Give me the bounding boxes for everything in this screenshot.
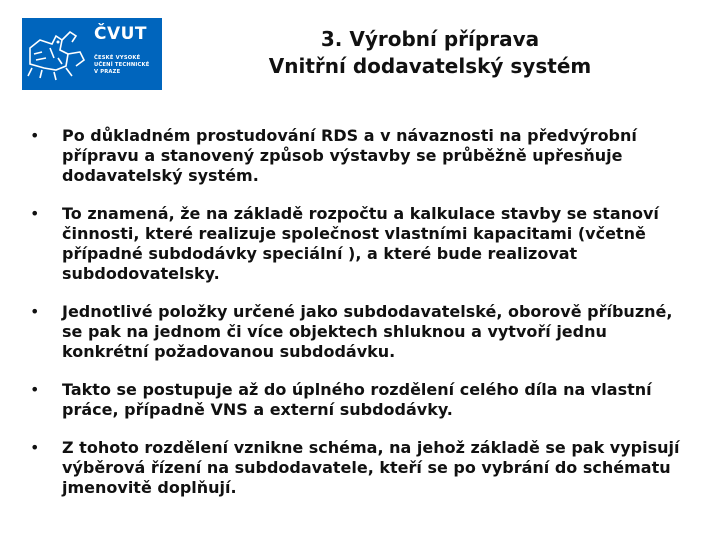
logo-subtitle-line: ČESKÉ VYSOKÉ [94,55,141,61]
bullet-text: To znamená, že na základě rozpočtu a kalkulace stavby se stanoví činnosti, které realizuje společnost vlastními kapacitami (včetně případné subdodávky speciální ), a které bude realizovat subdodovatelsky. [62,204,659,283]
bullet-marker: • [30,126,40,145]
bullet-list [30,126,698,516]
bullet-marker: • [30,380,40,399]
slide-title-line-2: Vnitřní dodavatelský systém [268,54,592,78]
bullet-item [30,126,698,186]
bullet-text: Takto se postupuje až do úplného rozdělení celého díla na vlastní práce, případně VNS a externí subdodávky. [62,380,652,419]
logo-subtitle [94,55,150,76]
bullet-text: Po důkladném prostudování RDS a v návaznosti na předvýrobní přípravu a stanovený způsob výstavby se průběžně upřesňuje dodavatelský systém. [62,126,637,185]
bullet-text: Jednotlivé položky určené jako subdodavatelské, oborově příbuzné, se pak na jednom či více objektech shluknou a vytvoří jednu konkrétní požadovanou subdodávku. [62,302,673,361]
slide-title-line-1: 3. Výrobní příprava [320,27,540,51]
bullet-item [30,302,698,362]
logo-text [92,18,150,90]
logo-name: ČVUT [94,24,148,44]
bullet-item [30,380,698,420]
bullet-text: Z tohoto rozdělení vznikne schéma, na jehož základě se pak vypisují výběrová řízení na subdodavatele, kteří se po vybrání do schématu jmenovitě doplňují. [62,438,680,497]
logo-subtitle-line: V PRAZE [94,69,121,75]
bullet-marker: • [30,204,40,223]
cvut-logo [22,18,162,90]
bullet-item [30,438,698,498]
bullet-marker: • [30,438,40,457]
slide-title [220,26,640,80]
bullet-marker: • [30,302,40,321]
logo-subtitle-line: UČENÍ TECHNICKÉ [94,62,150,68]
bullet-item [30,204,698,284]
lion-emblem-icon [22,18,92,90]
